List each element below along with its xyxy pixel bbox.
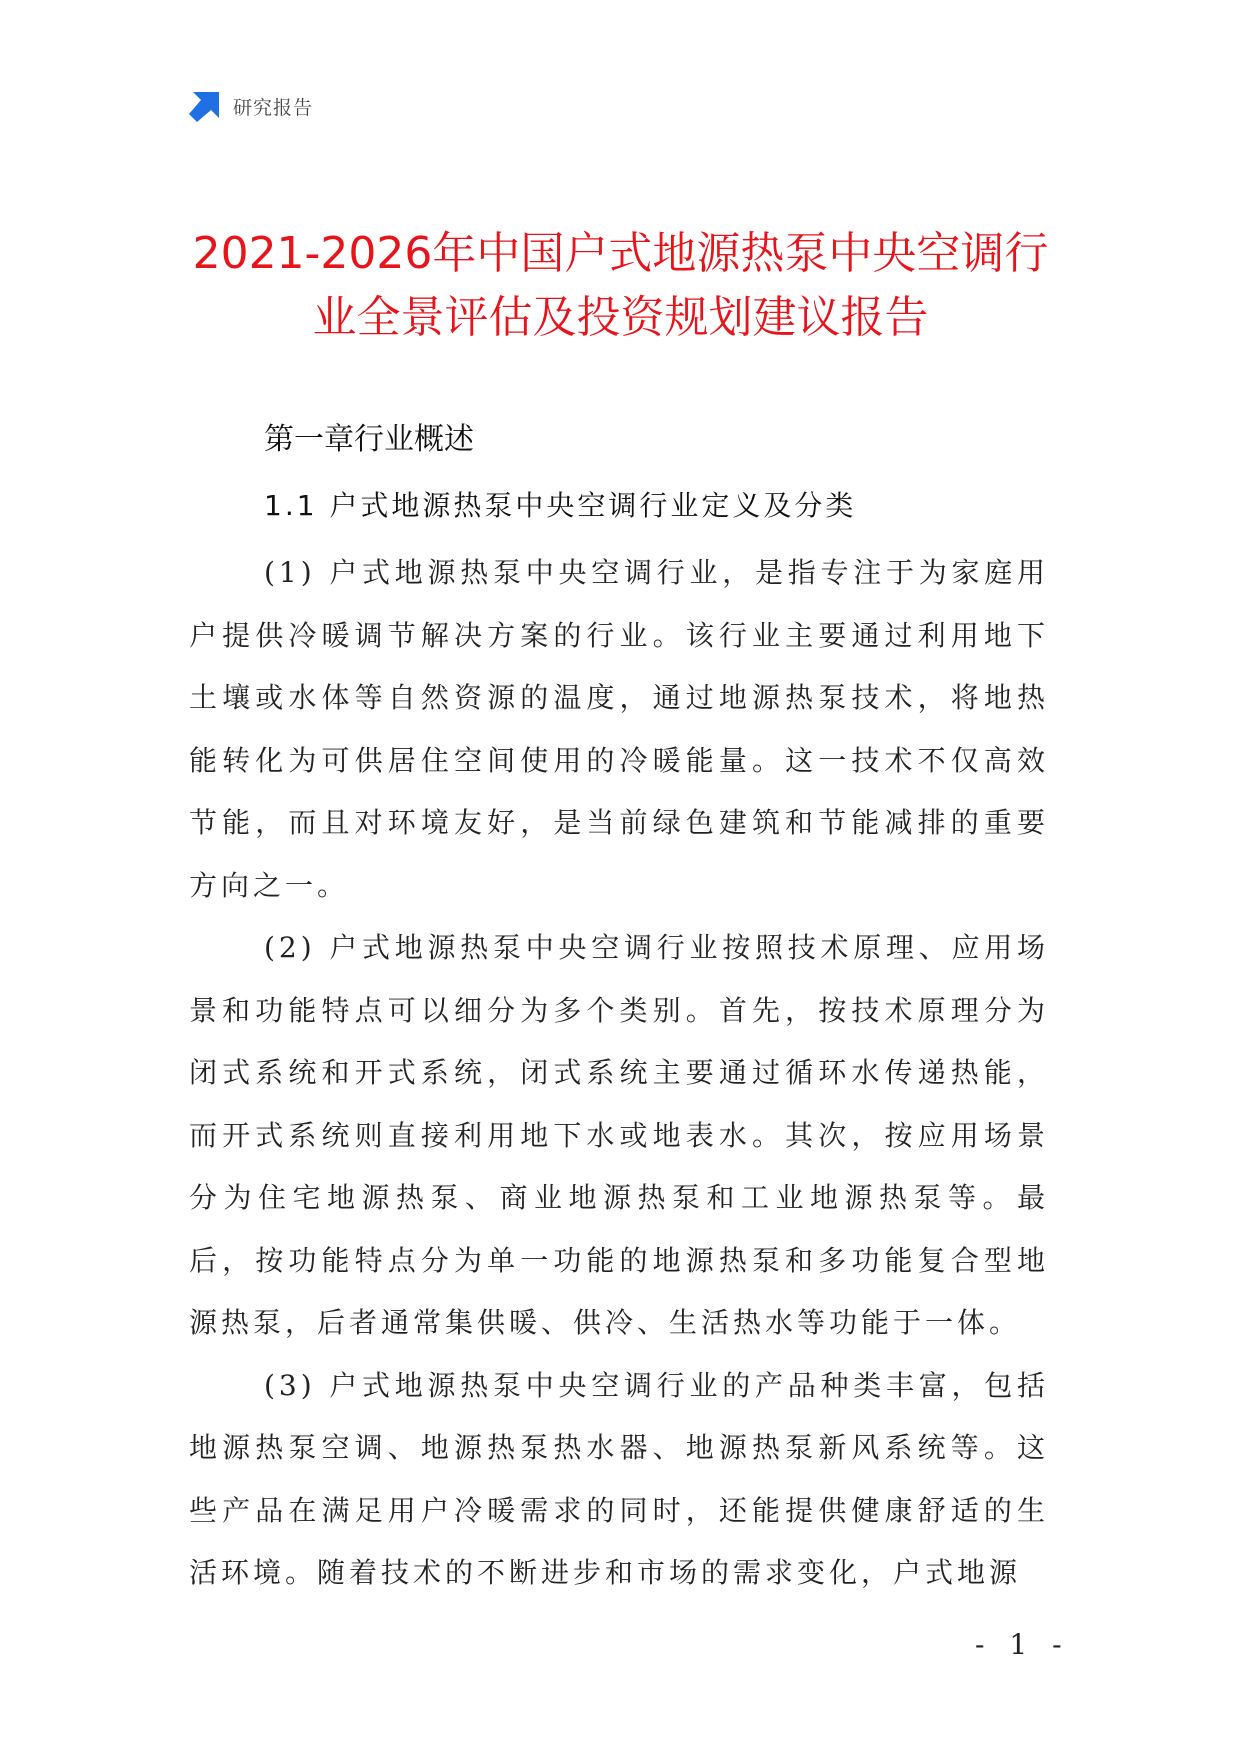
paragraph-2: (2) 户式地源热泵中央空调行业按照技术原理、应用场景和功能特点可以细分为多个类别。首先，按技术原理分为闭式系统和开式系统，闭式系统主要通过循环水传递热能，而开式系统则直接利用地下水或地表水。其次，按应用场景分为住宅地源热泵、商业地源热泵和工业地源热泵等。最后，按功能特点分为单一功能的地源热泵和多功能复合型地源热泵，后者通常集供暖、供冷、生活热水等功能于一体。 [189, 931, 1049, 1339]
document-title [160, 222, 1081, 350]
body-text [189, 542, 1049, 1605]
chapter-heading: 第一章行业概述 [264, 422, 474, 457]
section-heading: 1.1 户式地源热泵中央空调行业定义及分类 [264, 489, 857, 522]
report-header [189, 88, 313, 124]
title-line-1: 2021-2026年中国户式地源热泵中央空调行 [192, 228, 1049, 279]
page-number: - 1 - [975, 1628, 1070, 1661]
paragraph-1: (1) 户式地源热泵中央空调行业，是指专注于为家庭用户提供冷暖调节解决方案的行业。该行业主要通过利用地下土壤或水体等自然资源的温度，通过地源热泵技术，将地热能转化为可供居住空间使用的冷暖能量。这一技术不仅高效节能，而且对环境友好，是当前绿色建筑和节能减排的重要方向之一。 [189, 556, 1049, 902]
header-label: 研究报告 [233, 96, 314, 119]
paragraph-3: (3) 户式地源热泵中央空调行业的产品种类丰富，包括地源热泵空调、地源热泵热水器、地源热泵新风系统等。这些产品在满足用户冷暖需求的同时，还能提供健康舒适的生活环境。随着技术的不断进步和市场的需求变化，户式地源 [189, 1368, 1049, 1589]
title-line-2: 业全景评估及投资规划建议报告 [312, 292, 929, 343]
arrow-up-right-logo-icon [189, 90, 221, 122]
